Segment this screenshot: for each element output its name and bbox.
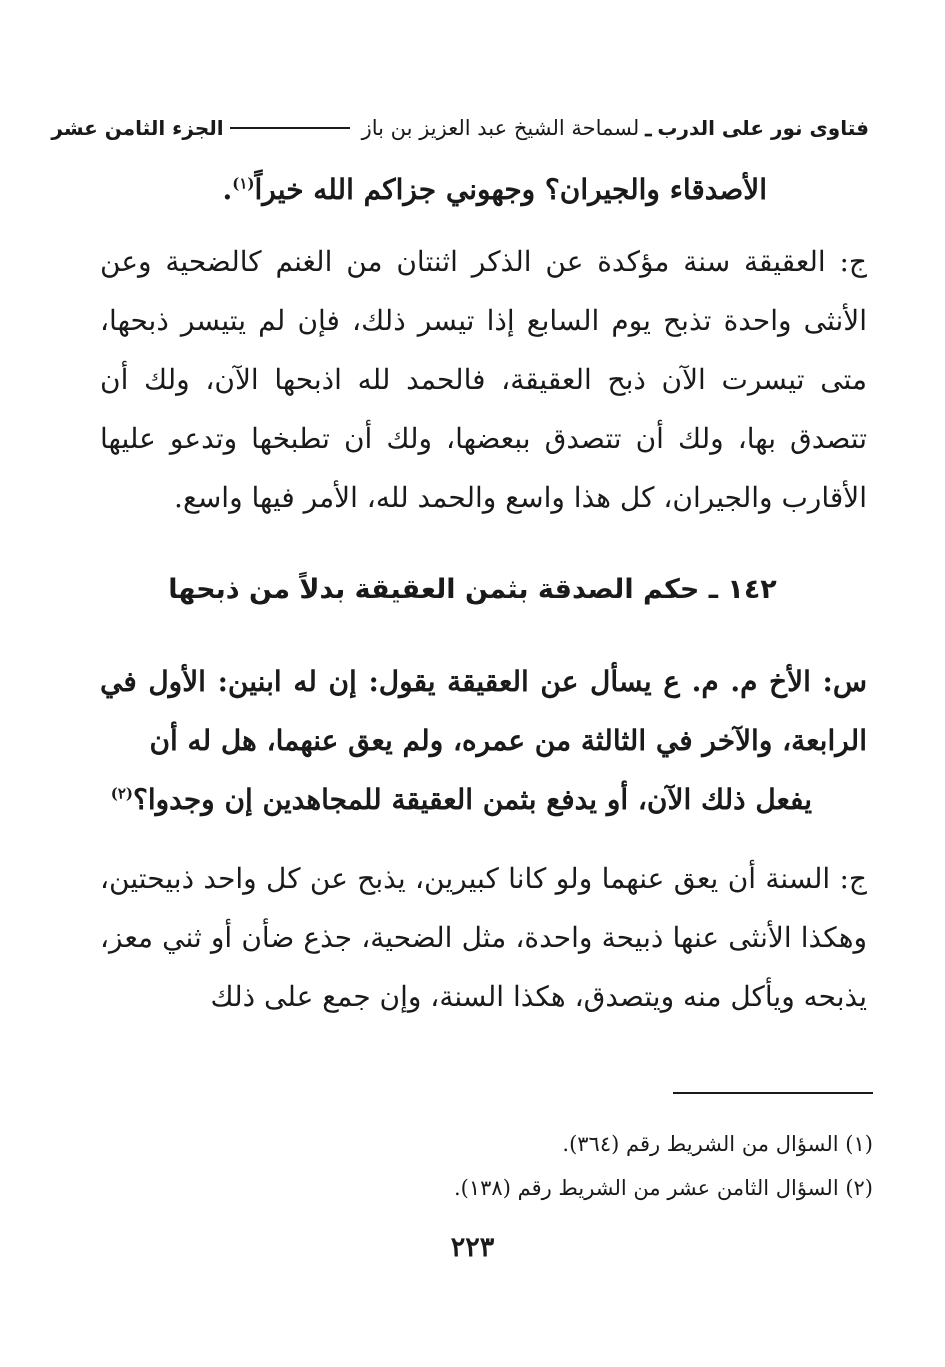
section-heading: ١٤٢ ـ حكم الصدقة بثمن العقيقة بدلاً من ذبحها [168,574,777,605]
question-paragraph-2: س: الأخ م. م. ع يسأل عن العقيقة يقول: إن له ابنين: الأول في الرابعة، والآخر في الثالثة من عمره، ولم يعق عنهما، هل له أن [100,665,867,757]
running-header [51,108,869,148]
answer-paragraph-2: ج: السنة أن يعق عنهما ولو كانا كبيرين، يذبح عن كل واحد ذبيحتين، وهكذا الأنثى عنها ذبيحة واحدة، مثل الضحية، جذع ضأن أو ثني معز، يذبحه ويأكل منه ويتصدق، هكذا السنة، وإن جمع على ذلك [100,862,867,1013]
previous-question-text: الأصدقاء والجيران؟ وجهوني جزاكم الله خيراً [254,173,767,206]
question-2-last-text: يفعل ذلك الآن، أو يدفع بثمن العقيقة للمجاهدين إن وجدوا؟ [133,783,812,816]
answer-paragraph-1: ج: العقيقة سنة مؤكدة عن الذكر اثنتان من الغنم كالضحية وعن الأنثى واحدة تذبح يوم السابع إذا تيسر ذلك، فإن لم يتيسر ذبحها، متى تيسرت الآن ذبح العقيقة، فالحمد لله اذبحها الآن، ولك أن تتصدق بها، ولك أن تتصدق ببعضها، ولك أن تطبخها وتدعو عليها الأقارب والجيران، كل هذا واسع والحمد لله، الأمر فيها واسع. [100,245,867,514]
header-book-title: فتاوى نور على الدرب [657,116,869,140]
header-part: الجزء الثامن عشر [51,116,224,140]
previous-question-end: . [222,173,233,206]
footnote-ref-1: (١) [232,174,255,193]
header-author: لسماحة الشيخ عبد العزيز بن باز [361,116,640,140]
footnote-1: (١) السؤال من الشريط رقم (٣٦٤). [562,1132,873,1156]
footnote-ref-2: (٢) [110,784,134,803]
footnotes [100,1122,873,1210]
header-book-info [224,116,869,141]
previous-question-tail [100,160,867,219]
page-number: ٢٢٣ [450,1232,495,1263]
footnote-2: (٢) السؤال الثامن عشر من الشريط رقم (١٣٨). [454,1176,873,1200]
footnote-separator [673,1092,873,1094]
header-rule [230,127,350,129]
question-paragraph-2-last-line [100,770,867,829]
header-dash: ـ [645,115,652,141]
